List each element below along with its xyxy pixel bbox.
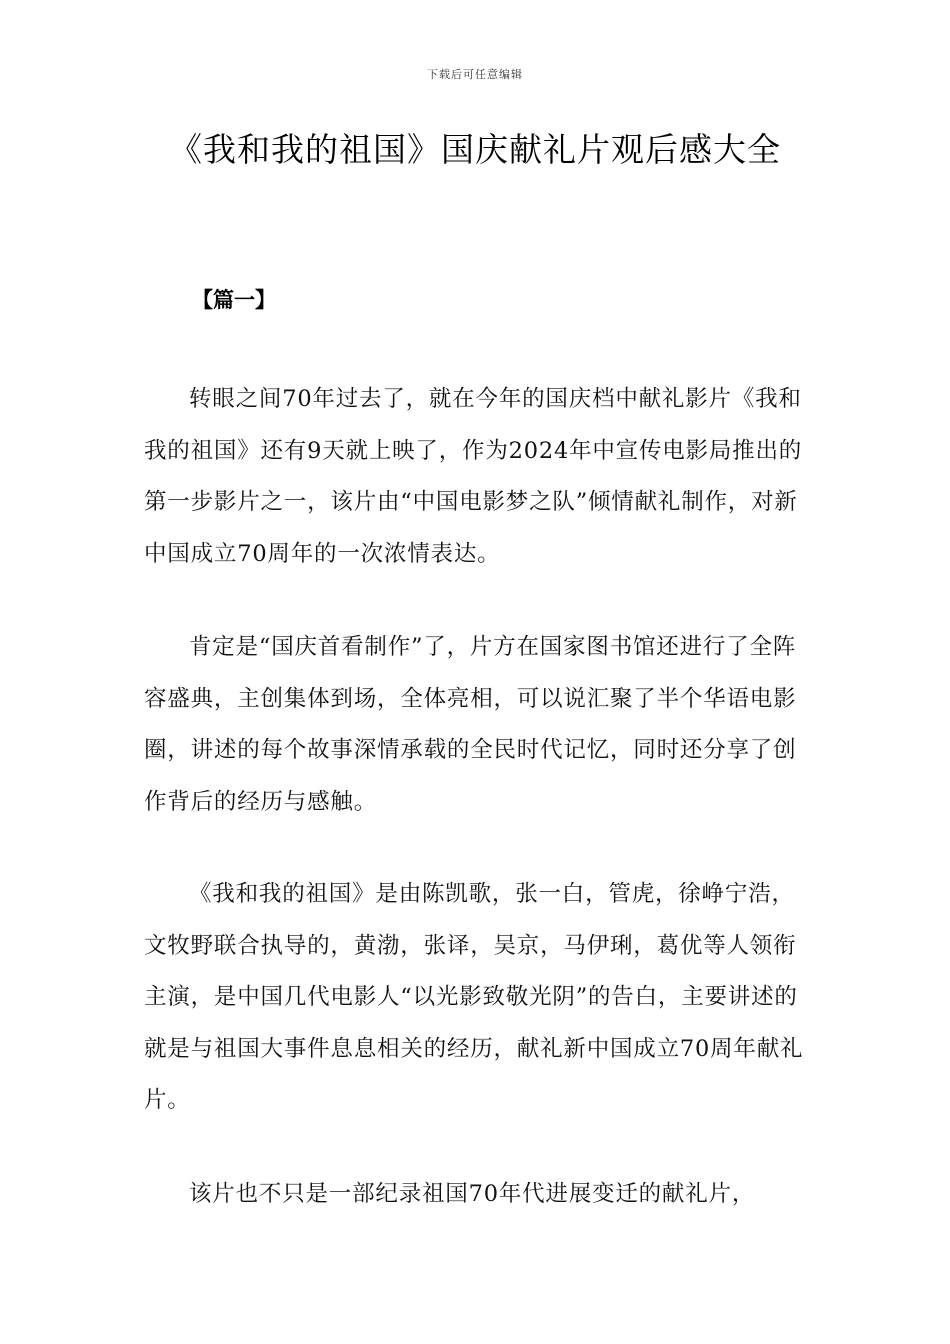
- paragraph-4: 该片也不只是一部纪录祖国70年代进展变迁的献礼片，: [189, 1181, 756, 1207]
- header-note: 下载后可任意编辑: [427, 68, 523, 81]
- paragraph-3: 《我和我的祖国》是由陈凯歌，张一白，管虎，徐峥宁浩，文牧野联合执导的，黄渤，张译，吴京，马伊琍，葛优等人领衔主演，是中国几代电影人“以光影致敬光阴”的告白，主要讲述的就是与祖国大事件息息相关的经历，献礼新中国成立70周年献礼片。: [144, 881, 804, 1113]
- document-title: 《我和我的祖国》国庆献礼片观后感大全: [169, 130, 781, 169]
- paragraph-1: 转眼之间70年过去了，就在今年的国庆档中献礼影片《我和我的祖国》还有9天就上映了，作为2024年中宣传电影局推出的第一步影片之一，该片由“中国电影梦之队”倾情献礼制作，对新中国成立70周年的一次浓情表达。: [144, 386, 803, 567]
- section-label: 【篇一】: [192, 288, 276, 312]
- paragraph-2: 肯定是“国庆首看制作”了，片方在国家图书馆还进行了全阵容盛典，主创集体到场，全体亮相，可以说汇聚了半个华语电影圈，讲述的每个故事深情承载的全民时代记忆，同时还分享了创作背后的经历与感触。: [144, 634, 797, 815]
